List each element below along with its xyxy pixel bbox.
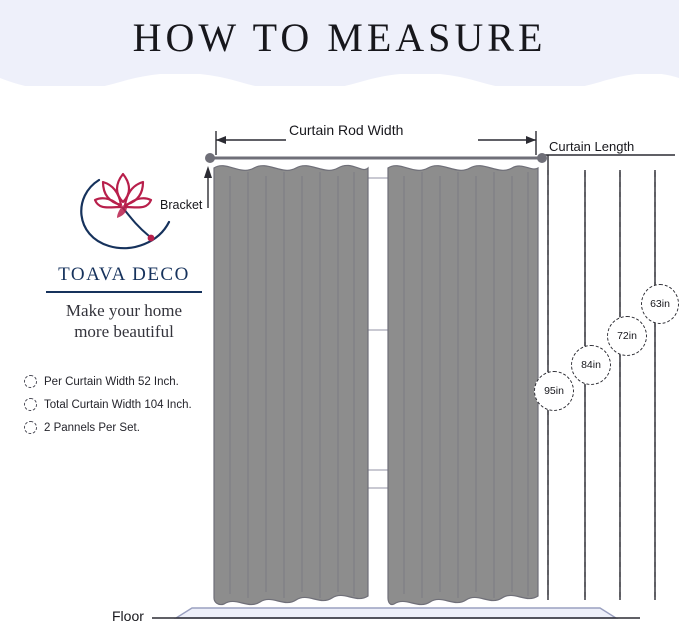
label-curtain-length: Curtain Length <box>549 139 635 154</box>
bullet-dot-icon <box>24 375 37 388</box>
list-item <box>24 421 254 434</box>
bullet-dot-icon <box>24 398 37 411</box>
brand-tagline-line1: Make your home <box>65 301 183 320</box>
page-title: HOW TO MEASURE <box>132 15 547 60</box>
length-badge-72in: 72in <box>607 316 647 356</box>
brand-tagline-line2: more beautiful <box>74 322 174 341</box>
length-badge-84in: 84in <box>571 345 611 385</box>
window-frame <box>340 178 450 488</box>
header-wave-decoration <box>0 74 679 86</box>
length-badge-95in: 95in <box>534 371 574 411</box>
brand-block <box>24 160 224 342</box>
spec-list <box>24 375 254 444</box>
brand-name: TOAVA DECO <box>58 264 190 285</box>
spec-text: Total Curtain Width 104 Inch. <box>44 398 192 411</box>
spec-text: Per Curtain Width 52 Inch. <box>44 375 179 388</box>
list-item <box>24 375 254 388</box>
brand-divider <box>46 291 202 293</box>
header-band <box>0 0 679 86</box>
floor-line <box>152 608 640 618</box>
label-bracket: Bracket <box>160 198 203 212</box>
brand-tagline <box>24 300 224 342</box>
spec-text: 2 Pannels Per Set. <box>44 421 140 434</box>
bullet-dot-icon <box>24 421 37 434</box>
label-floor: Floor <box>112 608 144 624</box>
list-item <box>24 398 254 411</box>
label-curtain-rod-width: Curtain Rod Width <box>289 122 404 138</box>
length-badge-63in: 63in <box>641 284 679 324</box>
curtain-rod <box>205 153 547 163</box>
curtain-panel-right <box>388 166 538 605</box>
